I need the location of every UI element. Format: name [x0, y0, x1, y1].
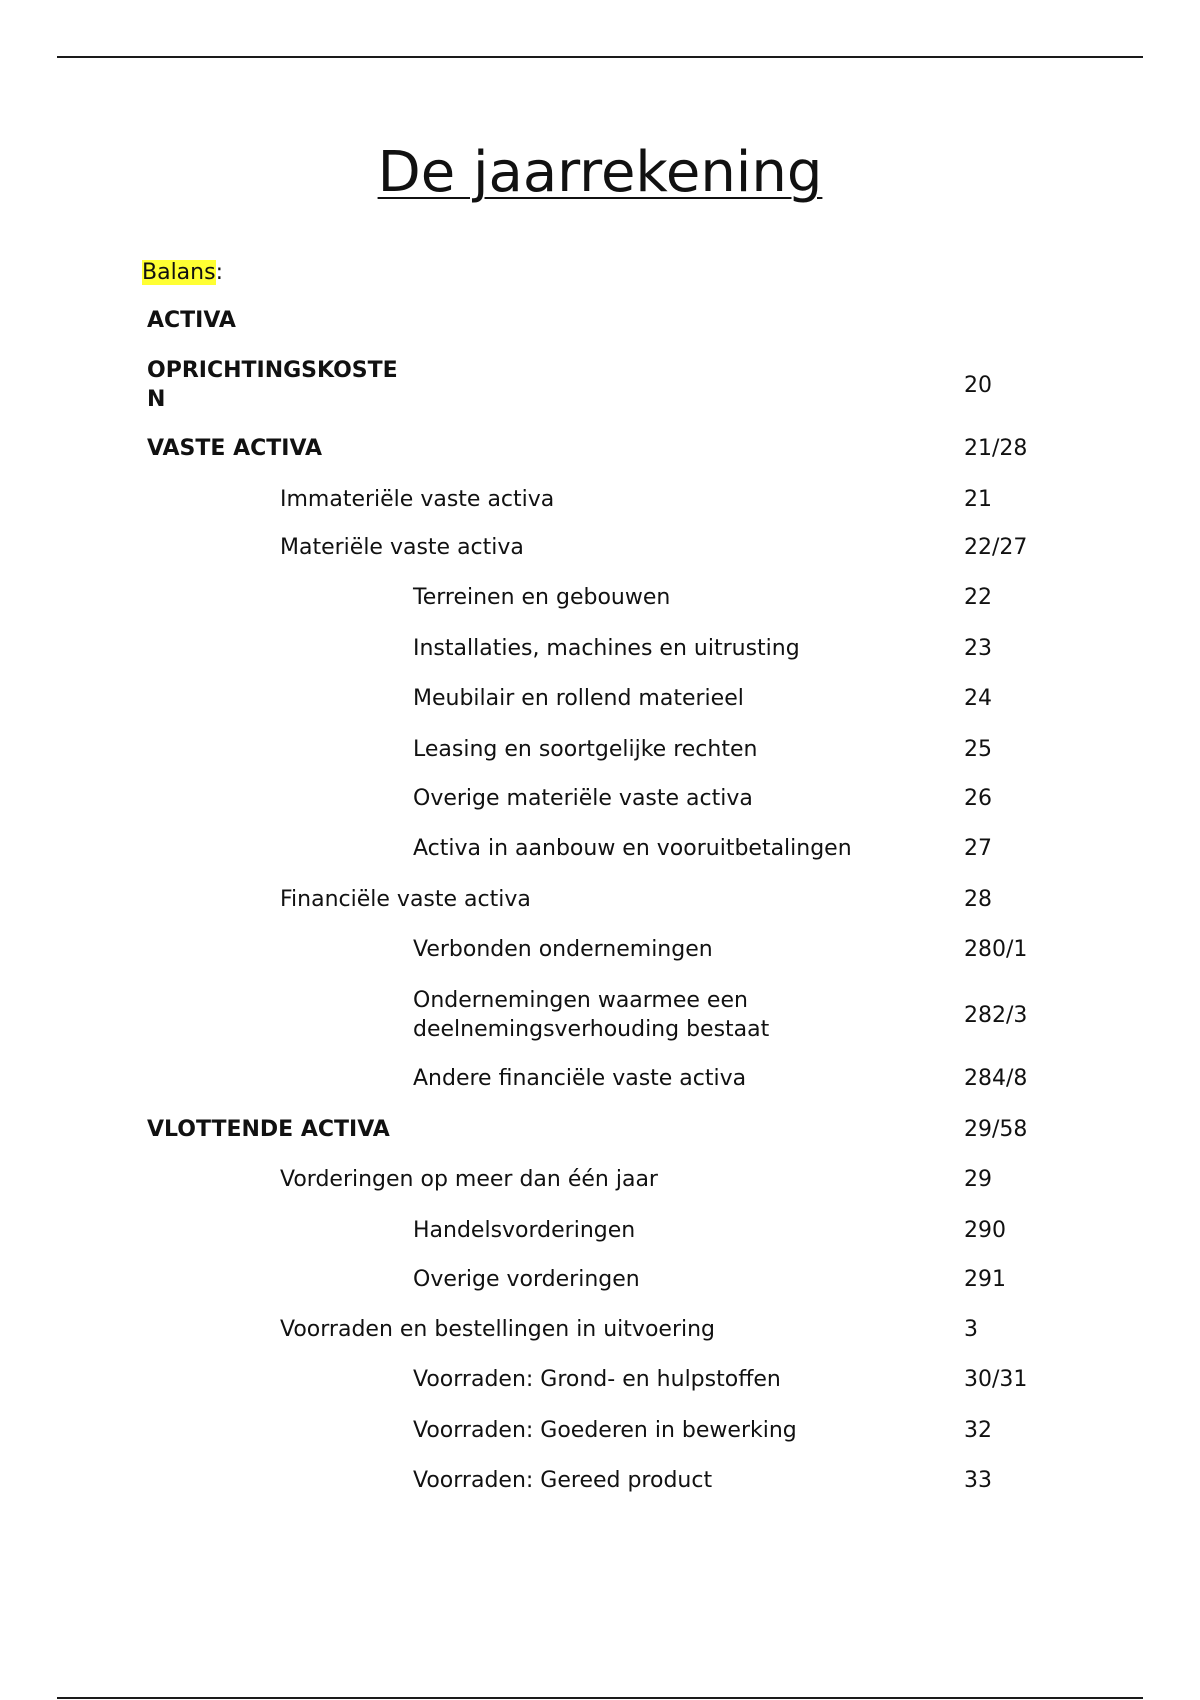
- section-label-highlight: Balans: [142, 260, 216, 285]
- balance-row-code: 26: [964, 786, 992, 811]
- balance-row-code: 33: [964, 1468, 992, 1493]
- balance-row-code: 21/28: [964, 436, 1028, 461]
- balance-row-code: 3: [964, 1317, 978, 1342]
- balance-row-code: 22/27: [964, 535, 1028, 560]
- balance-row-code: 30/31: [964, 1367, 1028, 1392]
- section-label: [142, 258, 223, 288]
- top-rule: [57, 56, 1143, 58]
- balance-row-code: 27: [964, 836, 992, 861]
- balance-row-code: 282/3: [964, 1003, 1028, 1028]
- balance-row-code: 21: [964, 487, 992, 512]
- balance-row-code: 25: [964, 737, 992, 762]
- balance-row-label: Overige materiële vaste activa: [413, 786, 753, 811]
- balance-row-code: 290: [964, 1218, 1006, 1243]
- balance-row-label: VLOTTENDE ACTIVA: [147, 1117, 390, 1142]
- balance-row-label: ACTIVA: [147, 308, 236, 333]
- balance-row-code: 284/8: [964, 1066, 1028, 1091]
- page-title-text: De jaarrekening: [377, 140, 823, 205]
- balance-row-label: Vorderingen op meer dan één jaar: [280, 1167, 658, 1192]
- balance-row-label: Financiële vaste activa: [280, 887, 531, 912]
- balance-row-label: Voorraden: Grond- en hulpstoffen: [413, 1367, 781, 1392]
- balance-row-code: 32: [964, 1418, 992, 1443]
- section-label-colon: :: [215, 260, 223, 285]
- balance-row-label: Handelsvorderingen: [413, 1218, 636, 1243]
- balance-row-code: 23: [964, 636, 992, 661]
- balance-row-label: Immateriële vaste activa: [280, 487, 555, 512]
- balance-row-label: Verbonden ondernemingen: [413, 937, 713, 962]
- balance-row-label: VASTE ACTIVA: [147, 436, 323, 461]
- balance-row-code: 20: [964, 373, 992, 398]
- balance-row-code: 291: [964, 1267, 1006, 1292]
- balance-row-label: Activa in aanbouw en vooruitbetalingen: [413, 836, 852, 861]
- balance-row-label: Leasing en soortgelijke rechten: [413, 737, 758, 762]
- balance-row-label: Installaties, machines en uitrusting: [413, 636, 800, 661]
- balance-row-label: Overige vorderingen: [413, 1267, 640, 1292]
- page-title: [0, 138, 1200, 208]
- balance-row-label: Terreinen en gebouwen: [413, 585, 671, 610]
- balance-row-code: 28: [964, 887, 992, 912]
- balance-row-code: 22: [964, 585, 992, 610]
- balance-row-code: 29/58: [964, 1117, 1028, 1142]
- balance-row-code: 24: [964, 686, 992, 711]
- balance-row-label: Andere financiële vaste activa: [413, 1066, 747, 1091]
- bottom-rule: [57, 1697, 1143, 1699]
- balance-row-label: Voorraden en bestellingen in uitvoering: [280, 1317, 716, 1342]
- balance-row-label: Voorraden: Gereed product: [413, 1468, 713, 1493]
- balance-row-code: 280/1: [964, 937, 1028, 962]
- balance-row-code: 29: [964, 1167, 992, 1192]
- balance-row-label: Ondernemingen waarmee een deelnemingsverhouding bestaat: [413, 988, 770, 1042]
- balance-row-label: OPRICHTINGSKOSTEN: [147, 358, 398, 412]
- balance-row-label: Meubilair en rollend materieel: [413, 686, 744, 711]
- balance-row-label: Materiële vaste activa: [280, 535, 524, 560]
- balance-row-label: Voorraden: Goederen in bewerking: [413, 1418, 797, 1443]
